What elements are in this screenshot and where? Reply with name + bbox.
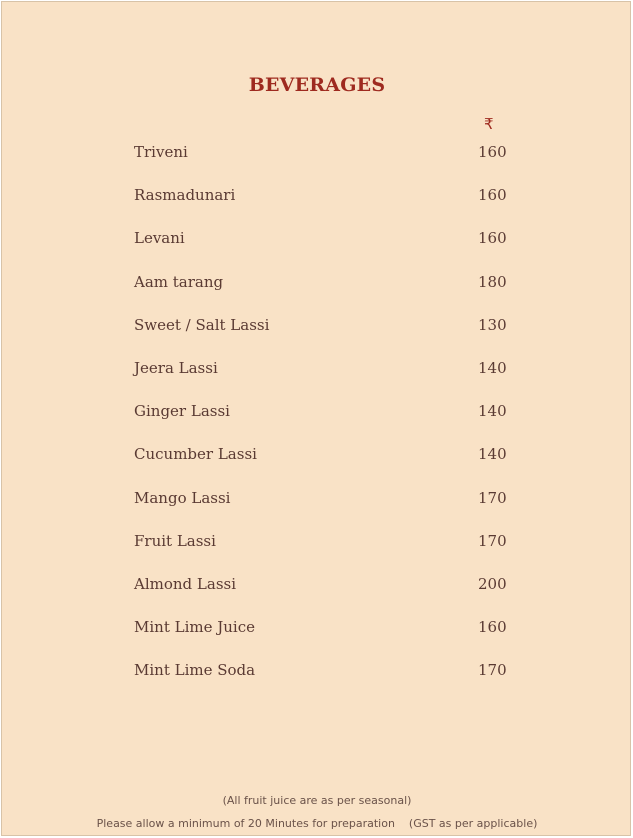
menu-item [134, 489, 534, 532]
item-price: 130 [478, 315, 507, 334]
rupee-icon: ₹ [484, 115, 494, 133]
item-price: 140 [478, 445, 507, 464]
item-price: 170 [478, 488, 507, 507]
menu-item [134, 273, 534, 316]
seasonal-note: (All fruit juice are as per seasonal) [222, 794, 412, 807]
menu-item [134, 143, 534, 186]
item-price: 170 [478, 531, 507, 550]
item-name: Fruit Lassi [134, 531, 216, 550]
item-price: 160 [478, 186, 507, 205]
preparation-note: Please allow a minimum of 20 Minutes for preparation [96, 817, 395, 830]
item-name: Mango Lassi [134, 488, 231, 507]
item-name: Rasmadunari [134, 186, 236, 205]
menu-page [1, 1, 631, 836]
item-name: Triveni [134, 143, 188, 161]
item-price: 160 [478, 229, 507, 248]
item-price: 140 [478, 358, 507, 377]
footer-line [2, 817, 632, 830]
item-name: Jeera Lassi [134, 358, 218, 377]
menu-item [134, 359, 534, 402]
item-price: 160 [478, 618, 507, 637]
menu-item [134, 402, 534, 445]
menu-item [134, 618, 534, 661]
item-name: Levani [134, 229, 185, 248]
page-title: BEVERAGES [248, 74, 386, 96]
item-price: 200 [478, 574, 507, 593]
menu-item [134, 532, 534, 575]
menu-item [134, 661, 534, 704]
menu-item [134, 186, 534, 229]
item-name: Sweet / Salt Lassi [134, 315, 270, 334]
item-name: Mint Lime Juice [134, 618, 255, 637]
item-price: 170 [478, 661, 507, 680]
item-name: Almond Lassi [134, 574, 237, 593]
menu-item [134, 445, 534, 488]
item-name: Cucumber Lassi [134, 445, 257, 464]
item-price: 180 [478, 272, 507, 291]
item-price: 160 [478, 143, 507, 161]
item-name: Aam tarang [134, 272, 224, 291]
item-name: Ginger Lassi [134, 402, 230, 421]
item-price: 140 [478, 402, 507, 421]
menu-item [134, 229, 534, 272]
gst-note: (GST as per applicable) [408, 817, 538, 830]
menu-item [134, 316, 534, 359]
menu-list [134, 143, 534, 704]
item-name: Mint Lime Soda [134, 661, 256, 680]
menu-item [134, 575, 534, 618]
